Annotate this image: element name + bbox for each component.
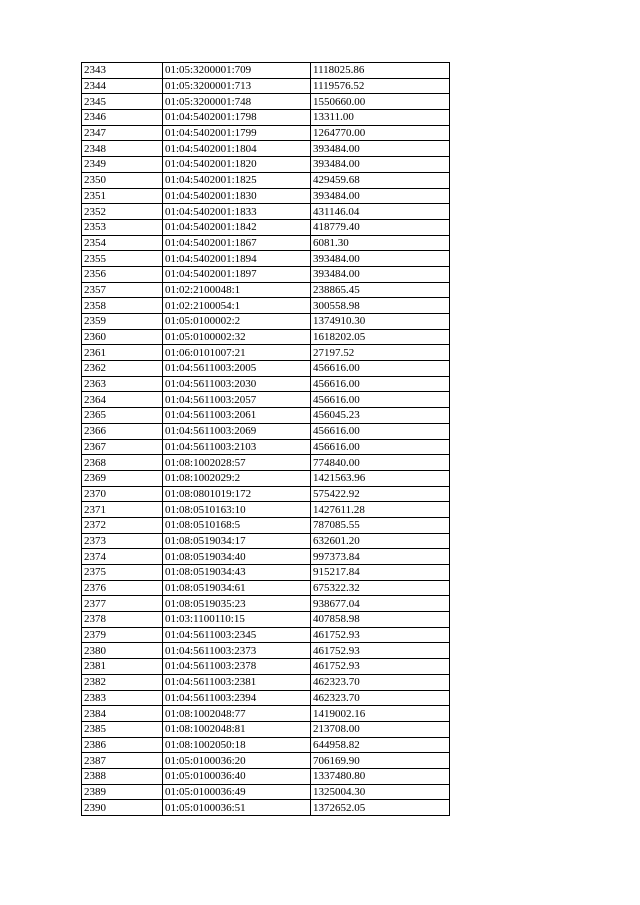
row-number-cell: 2357 — [82, 282, 163, 298]
row-number-cell: 2355 — [82, 251, 163, 267]
value-cell: 393484.00 — [311, 266, 450, 282]
row-number-cell: 2343 — [82, 63, 163, 79]
table-row — [82, 753, 450, 769]
row-number-cell: 2380 — [82, 643, 163, 659]
row-number-cell: 2382 — [82, 674, 163, 690]
table-row — [82, 376, 450, 392]
row-number-cell: 2360 — [82, 329, 163, 345]
value-cell: 1374910.30 — [311, 314, 450, 330]
row-number-cell: 2376 — [82, 580, 163, 596]
row-number-cell: 2386 — [82, 737, 163, 753]
row-number-cell: 2362 — [82, 361, 163, 377]
value-cell: 6081.30 — [311, 235, 450, 251]
row-number-cell: 2384 — [82, 706, 163, 722]
cadastral-number-cell: 01:04:5611003:2394 — [163, 690, 311, 706]
cadastral-number-cell: 01:04:5402001:1833 — [163, 204, 311, 220]
row-number-cell: 2379 — [82, 627, 163, 643]
value-cell: 456616.00 — [311, 361, 450, 377]
cadastral-number-cell: 01:05:0100036:40 — [163, 768, 311, 784]
value-cell: 431146.04 — [311, 204, 450, 220]
row-number-cell: 2390 — [82, 800, 163, 816]
value-cell: 1337480.80 — [311, 768, 450, 784]
cadastral-number-cell: 01:05:3200001:713 — [163, 78, 311, 94]
value-cell: 1118025.86 — [311, 63, 450, 79]
cadastral-number-cell: 01:08:1002050:18 — [163, 737, 311, 753]
data-table — [81, 62, 450, 816]
table-row — [82, 361, 450, 377]
table-body — [82, 63, 450, 816]
value-cell: 575422.92 — [311, 486, 450, 502]
cadastral-number-cell: 01:04:5402001:1825 — [163, 172, 311, 188]
row-number-cell: 2371 — [82, 502, 163, 518]
row-number-cell: 2352 — [82, 204, 163, 220]
value-cell: 429459.68 — [311, 172, 450, 188]
row-number-cell: 2368 — [82, 455, 163, 471]
cadastral-number-cell: 01:06:0101007:21 — [163, 345, 311, 361]
table-row — [82, 502, 450, 518]
table-row — [82, 517, 450, 533]
row-number-cell: 2366 — [82, 423, 163, 439]
value-cell: 456616.00 — [311, 392, 450, 408]
value-cell: 462323.70 — [311, 674, 450, 690]
table-row — [82, 204, 450, 220]
cadastral-number-cell: 01:08:1002029:2 — [163, 470, 311, 486]
cadastral-number-cell: 01:08:1002048:81 — [163, 721, 311, 737]
table-row — [82, 455, 450, 471]
value-cell: 461752.93 — [311, 643, 450, 659]
table-row — [82, 157, 450, 173]
cadastral-number-cell: 01:04:5402001:1894 — [163, 251, 311, 267]
value-cell: 456616.00 — [311, 423, 450, 439]
table-row — [82, 110, 450, 126]
table-row — [82, 172, 450, 188]
table-row — [82, 439, 450, 455]
value-cell: 938677.04 — [311, 596, 450, 612]
value-cell: 1264770.00 — [311, 125, 450, 141]
table-row — [82, 329, 450, 345]
cadastral-number-cell: 01:02:2100054:1 — [163, 298, 311, 314]
cadastral-number-cell: 01:04:5402001:1804 — [163, 141, 311, 157]
table-row — [82, 251, 450, 267]
value-cell: 393484.00 — [311, 157, 450, 173]
cadastral-number-cell: 01:04:5402001:1897 — [163, 266, 311, 282]
row-number-cell: 2387 — [82, 753, 163, 769]
row-number-cell: 2363 — [82, 376, 163, 392]
table-row — [82, 706, 450, 722]
value-cell: 456616.00 — [311, 439, 450, 455]
value-cell: 706169.90 — [311, 753, 450, 769]
row-number-cell: 2353 — [82, 219, 163, 235]
table-row — [82, 627, 450, 643]
row-number-cell: 2378 — [82, 612, 163, 628]
row-number-cell: 2385 — [82, 721, 163, 737]
table-row — [82, 674, 450, 690]
value-cell: 1550660.00 — [311, 94, 450, 110]
table-row — [82, 219, 450, 235]
table-row — [82, 486, 450, 502]
row-number-cell: 2375 — [82, 565, 163, 581]
value-cell: 418779.40 — [311, 219, 450, 235]
table-row — [82, 784, 450, 800]
table-row — [82, 768, 450, 784]
value-cell: 675322.32 — [311, 580, 450, 596]
value-cell: 1325004.30 — [311, 784, 450, 800]
table-row — [82, 423, 450, 439]
cadastral-number-cell: 01:05:0100002:2 — [163, 314, 311, 330]
cadastral-number-cell: 01:04:5611003:2069 — [163, 423, 311, 439]
value-cell: 456045.23 — [311, 408, 450, 424]
value-cell: 1372652.05 — [311, 800, 450, 816]
value-cell: 787085.55 — [311, 517, 450, 533]
row-number-cell: 2361 — [82, 345, 163, 361]
cadastral-number-cell: 01:08:0519035:23 — [163, 596, 311, 612]
cadastral-number-cell: 01:08:1002028:57 — [163, 455, 311, 471]
cadastral-number-cell: 01:08:1002048:77 — [163, 706, 311, 722]
cadastral-number-cell: 01:05:3200001:748 — [163, 94, 311, 110]
cadastral-number-cell: 01:04:5611003:2373 — [163, 643, 311, 659]
row-number-cell: 2388 — [82, 768, 163, 784]
table-row — [82, 549, 450, 565]
value-cell: 407858.98 — [311, 612, 450, 628]
row-number-cell: 2356 — [82, 266, 163, 282]
value-cell: 27197.52 — [311, 345, 450, 361]
cadastral-number-cell: 01:04:5611003:2030 — [163, 376, 311, 392]
table-row — [82, 800, 450, 816]
table-row — [82, 78, 450, 94]
row-number-cell: 2373 — [82, 533, 163, 549]
row-number-cell: 2365 — [82, 408, 163, 424]
table-row — [82, 266, 450, 282]
row-number-cell: 2354 — [82, 235, 163, 251]
cadastral-number-cell: 01:05:3200001:709 — [163, 63, 311, 79]
cadastral-number-cell: 01:04:5611003:2103 — [163, 439, 311, 455]
value-cell: 393484.00 — [311, 251, 450, 267]
row-number-cell: 2346 — [82, 110, 163, 126]
table-row — [82, 690, 450, 706]
value-cell: 632601.20 — [311, 533, 450, 549]
row-number-cell: 2374 — [82, 549, 163, 565]
value-cell: 1427611.28 — [311, 502, 450, 518]
cadastral-number-cell: 01:08:0510168:5 — [163, 517, 311, 533]
table-row — [82, 737, 450, 753]
row-number-cell: 2377 — [82, 596, 163, 612]
table-row — [82, 408, 450, 424]
value-cell: 644958.82 — [311, 737, 450, 753]
cadastral-number-cell: 01:08:0510163:10 — [163, 502, 311, 518]
table-row — [82, 235, 450, 251]
row-number-cell: 2367 — [82, 439, 163, 455]
cadastral-number-cell: 01:08:0519034:40 — [163, 549, 311, 565]
cadastral-number-cell: 01:04:5402001:1842 — [163, 219, 311, 235]
table-row — [82, 125, 450, 141]
value-cell: 774840.00 — [311, 455, 450, 471]
value-cell: 461752.93 — [311, 659, 450, 675]
table-row — [82, 298, 450, 314]
cadastral-number-cell: 01:04:5402001:1867 — [163, 235, 311, 251]
value-cell: 997373.84 — [311, 549, 450, 565]
table-row — [82, 63, 450, 79]
value-cell: 1618202.05 — [311, 329, 450, 345]
cadastral-number-cell: 01:04:5402001:1820 — [163, 157, 311, 173]
value-cell: 1119576.52 — [311, 78, 450, 94]
value-cell: 238865.45 — [311, 282, 450, 298]
row-number-cell: 2359 — [82, 314, 163, 330]
cadastral-number-cell: 01:04:5402001:1799 — [163, 125, 311, 141]
value-cell: 13311.00 — [311, 110, 450, 126]
cadastral-number-cell: 01:04:5611003:2061 — [163, 408, 311, 424]
value-cell: 461752.93 — [311, 627, 450, 643]
row-number-cell: 2345 — [82, 94, 163, 110]
cadastral-number-cell: 01:05:0100036:20 — [163, 753, 311, 769]
table-row — [82, 721, 450, 737]
row-number-cell: 2364 — [82, 392, 163, 408]
cadastral-number-cell: 01:05:0100036:51 — [163, 800, 311, 816]
cadastral-number-cell: 01:02:2100048:1 — [163, 282, 311, 298]
value-cell: 300558.98 — [311, 298, 450, 314]
cadastral-number-cell: 01:05:0100002:32 — [163, 329, 311, 345]
value-cell: 462323.70 — [311, 690, 450, 706]
cadastral-number-cell: 01:08:0519034:61 — [163, 580, 311, 596]
table-row — [82, 643, 450, 659]
table-row — [82, 188, 450, 204]
table-row — [82, 314, 450, 330]
row-number-cell: 2369 — [82, 470, 163, 486]
row-number-cell: 2383 — [82, 690, 163, 706]
cadastral-number-cell: 01:04:5611003:2345 — [163, 627, 311, 643]
row-number-cell: 2348 — [82, 141, 163, 157]
cadastral-number-cell: 01:04:5611003:2005 — [163, 361, 311, 377]
table-row — [82, 659, 450, 675]
cadastral-number-cell: 01:05:0100036:49 — [163, 784, 311, 800]
row-number-cell: 2358 — [82, 298, 163, 314]
value-cell: 1419002.16 — [311, 706, 450, 722]
row-number-cell: 2349 — [82, 157, 163, 173]
row-number-cell: 2370 — [82, 486, 163, 502]
cadastral-number-cell: 01:08:0519034:43 — [163, 565, 311, 581]
table-row — [82, 470, 450, 486]
table-row — [82, 533, 450, 549]
cadastral-number-cell: 01:08:0801019:172 — [163, 486, 311, 502]
value-cell: 393484.00 — [311, 141, 450, 157]
cadastral-number-cell: 01:04:5402001:1830 — [163, 188, 311, 204]
table-row — [82, 580, 450, 596]
row-number-cell: 2372 — [82, 517, 163, 533]
row-number-cell: 2344 — [82, 78, 163, 94]
table-row — [82, 282, 450, 298]
row-number-cell: 2351 — [82, 188, 163, 204]
table-row — [82, 392, 450, 408]
value-cell: 213708.00 — [311, 721, 450, 737]
cadastral-number-cell: 01:03:1100110:15 — [163, 612, 311, 628]
table-row — [82, 94, 450, 110]
row-number-cell: 2389 — [82, 784, 163, 800]
value-cell: 393484.00 — [311, 188, 450, 204]
row-number-cell: 2381 — [82, 659, 163, 675]
cadastral-number-cell: 01:08:0519034:17 — [163, 533, 311, 549]
row-number-cell: 2350 — [82, 172, 163, 188]
row-number-cell: 2347 — [82, 125, 163, 141]
value-cell: 915217.84 — [311, 565, 450, 581]
cadastral-number-cell: 01:04:5611003:2381 — [163, 674, 311, 690]
table-row — [82, 565, 450, 581]
value-cell: 456616.00 — [311, 376, 450, 392]
cadastral-number-cell: 01:04:5402001:1798 — [163, 110, 311, 126]
table-row — [82, 345, 450, 361]
cadastral-number-cell: 01:04:5611003:2057 — [163, 392, 311, 408]
table-row — [82, 612, 450, 628]
table-row — [82, 596, 450, 612]
cadastral-number-cell: 01:04:5611003:2378 — [163, 659, 311, 675]
table-row — [82, 141, 450, 157]
value-cell: 1421563.96 — [311, 470, 450, 486]
